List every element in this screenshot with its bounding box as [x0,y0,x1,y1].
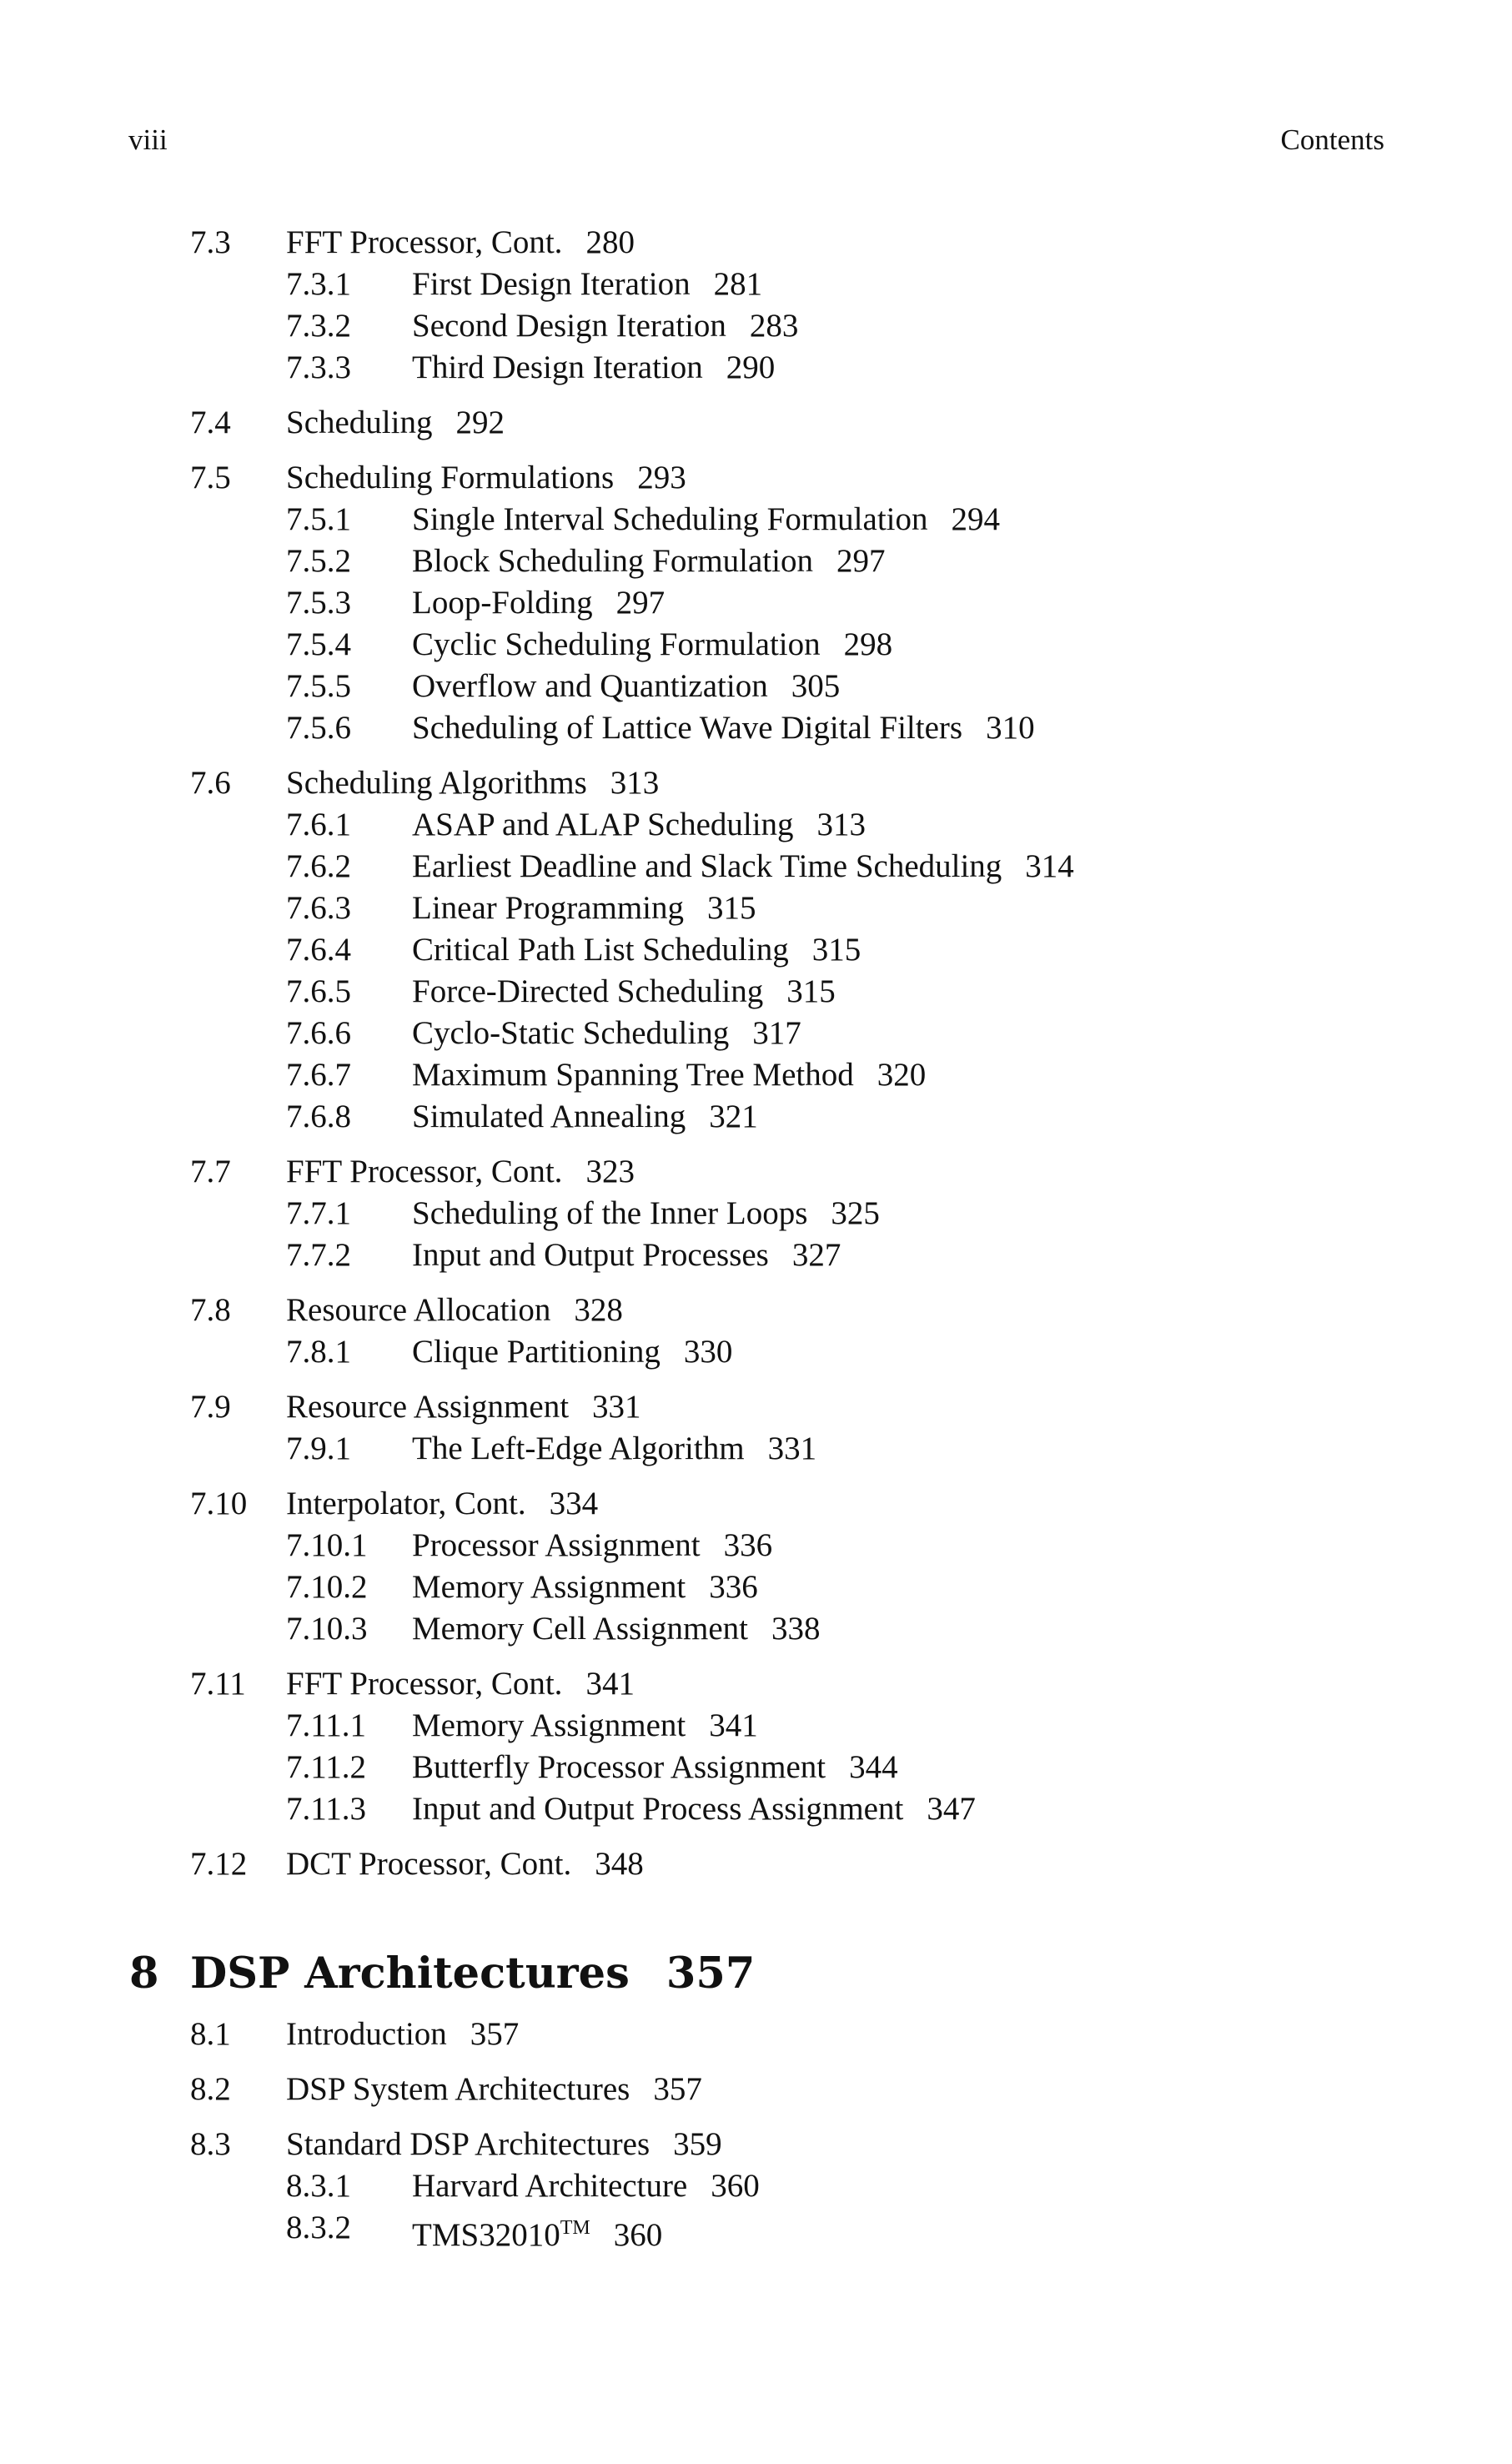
subsection-number: 7.7.2 [286,1237,351,1273]
subsection-title: Cyclic Scheduling Formulation [412,626,821,662]
section-page: 357 [470,2016,520,2052]
subsection-number: 7.11.3 [286,1791,367,1827]
toc-subentry [0,888,1512,929]
toc-section [0,2014,1512,2055]
subsection-number: 8.3.1 [286,2168,351,2204]
trademark-mark: TM [560,2217,590,2239]
section-title: Introduction [286,2016,447,2052]
toc-section [0,1663,1512,1830]
subsection-number: 7.6.2 [286,848,351,884]
toc-section [0,762,1512,1138]
toc-subentry [0,971,1512,1013]
subsection-page: 341 [709,1707,758,1743]
toc-subentry [0,804,1512,846]
subsection-number: 7.5.1 [286,501,351,537]
section-title: Interpolator, Cont. [286,1486,526,1521]
subsection-page: 347 [927,1791,976,1827]
subsection-number: 7.11.1 [286,1707,367,1743]
subsection-number: 7.9.1 [286,1431,351,1466]
subsection-title: Butterfly Processor Assignment [412,1749,826,1785]
section-number: 7.6 [190,765,231,801]
subsection-number: 7.3.1 [286,266,351,302]
toc-subentry [0,2207,1512,2253]
toc-section [0,457,1512,749]
subsection-page: 331 [767,1431,817,1466]
subsection-number: 7.5.5 [286,668,351,704]
toc-section [0,1386,1512,1470]
subsection-title: Harvard Architecture [412,2168,688,2204]
toc-subentry [0,666,1512,707]
subsection-number: 7.5.4 [286,626,351,662]
subsection-page: 317 [752,1015,801,1051]
subsection-number: 7.7.1 [286,1195,351,1231]
toc-section [0,222,1512,389]
subsection-number: 7.6.1 [286,807,351,842]
toc-entry [0,222,1512,264]
subsection-title: Critical Path List Scheduling [412,932,789,968]
section-number: 8.2 [190,2071,231,2107]
toc-section [0,1843,1512,1885]
subsection-page: 283 [749,308,799,344]
toc-entry [0,2014,1512,2055]
section-title: FFT Processor, Cont. [286,224,563,260]
subsection-number: 7.8.1 [286,1334,351,1370]
subsection-title: Cyclo-Static Scheduling [412,1015,730,1051]
subsection-title: Force-Directed Scheduling [412,973,764,1009]
subsection-page: 320 [877,1057,927,1093]
section-page: 331 [592,1389,641,1425]
toc-entry [0,1663,1512,1705]
subsection-page: 336 [709,1569,758,1605]
toc-section [0,1290,1512,1373]
subsection-title: Overflow and Quantization [412,668,768,704]
subsection-number: 7.5.3 [286,585,351,621]
section-title: FFT Processor, Cont. [286,1666,563,1702]
section-page: 357 [653,2071,702,2107]
toc-subentry [0,1193,1512,1235]
subsection-title: Block Scheduling Formulation [412,543,813,579]
subsection-number: 7.6.3 [286,890,351,926]
subsection-number: 7.10.2 [286,1569,368,1605]
subsection-title: TMS32010 [412,2217,560,2253]
toc-subentry [0,2165,1512,2207]
toc-entry [0,2069,1512,2110]
section-number: 7.9 [190,1389,231,1425]
toc-subentry [0,624,1512,666]
subsection-page: 330 [683,1334,733,1370]
toc-section [0,2069,1512,2110]
subsection-page: 336 [723,1527,773,1563]
toc-subentry [0,846,1512,888]
chapter-title: DSP Architectures [190,1949,630,1999]
toc-subentry [0,1608,1512,1650]
running-title: Contents [1280,123,1384,156]
subsection-number: 7.5.2 [286,543,351,579]
section-number: 7.5 [190,460,231,495]
toc-subentry [0,929,1512,971]
toc-section [0,1483,1512,1650]
chapter-number: 8 [129,1949,159,1999]
subsection-title: Single Interval Scheduling Formulation [412,501,928,537]
section-page: 313 [610,765,660,801]
page-number: viii [128,123,168,156]
toc-entry [0,1290,1512,1331]
toc-subentry [0,264,1512,305]
subsection-title: Memory Cell Assignment [412,1611,748,1647]
toc-subentry [0,1788,1512,1830]
subsection-page: 344 [849,1749,898,1785]
section-page: 359 [673,2126,722,2162]
toc-subentry [0,1013,1512,1054]
section-title: DSP System Architectures [286,2071,630,2107]
subsection-page: 315 [707,890,756,926]
toc-section [0,2124,1512,2253]
subsection-title: Scheduling of the Inner Loops [412,1195,808,1231]
section-number: 8.1 [190,2016,231,2052]
toc-subentry [0,1428,1512,1470]
subsection-title: Earliest Deadline and Slack Time Scheduling [412,848,1002,884]
section-number: 7.3 [190,224,231,260]
subsection-page: 310 [986,710,1035,746]
toc-subentry [0,1331,1512,1373]
subsection-page: 315 [811,932,861,968]
section-title: FFT Processor, Cont. [286,1154,563,1189]
chapter-page: 357 [666,1949,756,1999]
subsection-page: 325 [831,1195,880,1231]
section-number: 7.7 [190,1154,231,1189]
subsection-title: Input and Output Processes [412,1237,769,1273]
section-number: 7.4 [190,405,231,440]
toc-entry [0,1386,1512,1428]
subsection-number: 7.6.6 [286,1015,351,1051]
section-page: 280 [585,224,635,260]
section-title: Scheduling [286,405,433,440]
subsection-page: 297 [615,585,666,621]
section-page: 293 [637,460,686,495]
section-title: DCT Processor, Cont. [286,1846,572,1882]
section-page: 334 [549,1486,599,1521]
toc-entry [0,1483,1512,1525]
subsection-title: ASAP and ALAP Scheduling [412,807,794,842]
section-title: Scheduling Formulations [286,460,615,495]
subsection-title: Simulated Annealing [412,1099,686,1134]
subsection-number: 7.10.1 [286,1527,368,1563]
subsection-number: 7.6.7 [286,1057,351,1093]
toc-subentry [0,541,1512,582]
section-title: Standard DSP Architectures [286,2126,651,2162]
subsection-title: Processor Assignment [412,1527,701,1563]
toc-subentry [0,1235,1512,1276]
toc-subentry [0,305,1512,347]
toc-subentry [0,1096,1512,1138]
subsection-title: The Left-Edge Algorithm [412,1431,745,1466]
subsection-title: Maximum Spanning Tree Method [412,1057,854,1093]
subsection-page: 315 [786,973,836,1009]
subsection-title: Memory Assignment [412,1569,686,1605]
subsection-title: Second Design Iteration [412,308,726,344]
subsection-number: 7.3.3 [286,349,351,385]
section-title: Resource Allocation [286,1292,551,1328]
subsection-number: 7.11.2 [286,1749,367,1785]
toc-entry [0,2124,1512,2165]
subsection-page: 338 [771,1611,821,1647]
section-title: Scheduling Algorithms [286,765,587,801]
subsection-page: 327 [791,1237,841,1273]
toc-subentry [0,347,1512,389]
subsection-number: 7.3.2 [286,308,351,344]
subsection-page: 298 [843,626,893,662]
subsection-number: 7.6.5 [286,973,351,1009]
subsection-number: 7.10.3 [286,1611,368,1647]
subsection-page: 360 [613,2217,663,2253]
subsection-page: 297 [836,543,886,579]
section-page: 341 [585,1666,635,1702]
subsection-page: 321 [709,1099,758,1134]
subsection-page: 313 [816,807,867,842]
subsection-page: 360 [711,2168,760,2204]
subsection-number: 7.6.8 [286,1099,351,1134]
section-title: Resource Assignment [286,1389,570,1425]
subsection-page: 314 [1025,848,1074,884]
toc-subentry [0,499,1512,541]
subsection-page: 281 [713,266,763,302]
subsection-title: Third Design Iteration [412,349,703,385]
subsection-number: 7.6.4 [286,932,351,968]
subsection-title: Scheduling of Lattice Wave Digital Filters [412,710,963,746]
toc-entry [0,457,1512,499]
table-of-contents [0,222,1512,2262]
toc-entry [0,1151,1512,1193]
toc-entry [0,1843,1512,1885]
toc-entry [0,762,1512,804]
toc-entry [0,402,1512,444]
section-page: 323 [585,1154,635,1189]
section-number: 7.12 [190,1846,248,1882]
toc-subentry [0,707,1512,749]
toc-section [0,1151,1512,1276]
toc-section [0,402,1512,444]
toc-subentry [0,1525,1512,1566]
section-number: 7.11 [190,1666,246,1702]
subsection-title: Input and Output Process Assignment [412,1791,904,1827]
toc-subentry [0,1747,1512,1788]
toc-subentry [0,1705,1512,1747]
subsection-page: 294 [951,501,1000,537]
subsection-page: 305 [791,668,841,704]
chapter-heading [0,1933,1512,2014]
toc-subentry [0,582,1512,624]
section-number: 7.8 [190,1292,231,1328]
section-page: 348 [595,1846,644,1882]
subsection-title: First Design Iteration [412,266,691,302]
subsection-title: Loop-Folding [412,585,593,621]
section-page: 328 [574,1292,623,1328]
subsection-number: 8.3.2 [286,2210,351,2245]
toc-subentry [0,1566,1512,1608]
subsection-title: Clique Partitioning [412,1334,661,1370]
toc-subentry [0,1054,1512,1096]
subsection-page: 290 [726,349,776,385]
subsection-title: Memory Assignment [412,1707,686,1743]
section-number: 8.3 [190,2126,231,2162]
subsection-title: Linear Programming [412,890,684,926]
section-number: 7.10 [190,1486,248,1521]
section-page: 292 [455,405,505,440]
subsection-number: 7.5.6 [286,710,351,746]
